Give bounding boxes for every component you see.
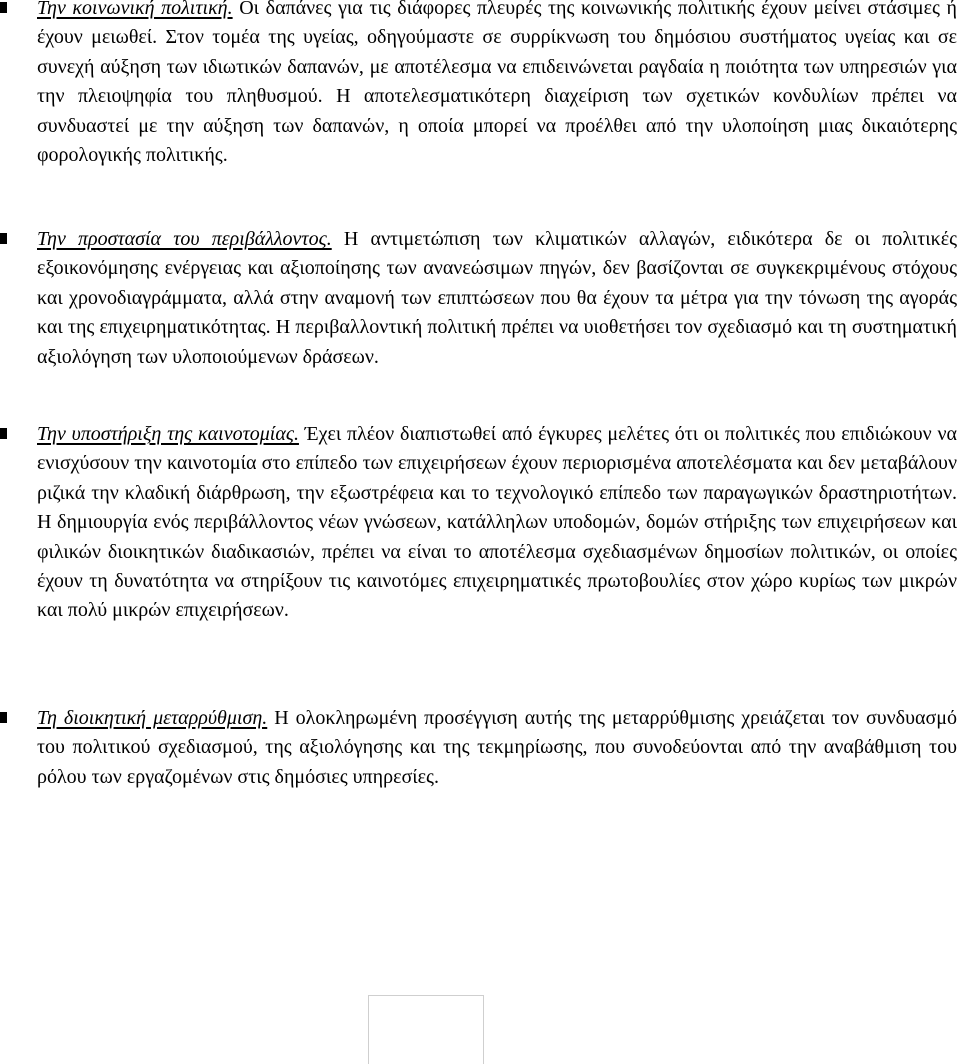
- bullet-lead-text: Την προστασία του περιβάλλοντος.: [37, 228, 332, 250]
- bullet-body-text: Έχει πλέον διαπιστωθεί από έγκυρες μελέτες ότι οι πολιτικές που επιδιώκουν να ενισχύσουν την καινοτομία στο επίπεδο των επιχειρήσεων έχουν περιορισμένα αποτελέσματα και δεν μεταβάλουν ριζικά την κλαδική διάρθρωση, την εξωστρέφεια και το τεχνολογικό επίπεδο των παραγωγικών δραστηριοτήτων. Η δημιουργία ενός περιβάλλοντος νέων γνώσεων, κατάλληλων υποδομών, δομών στήριξης των επιχειρήσεων και φιλικών διοικητικών διαδικασιών, πρέπει να είναι το αποτέλεσμα σχεδιασμένων δημοσίων πολιτικών, οι οποίες έχουν τη δυνατότητα να στηρίξουν τις καινοτόμες επιχειρηματικές πρωτοβουλίες στον χώρο κυρίως των μικρών και πολύ μικρών επιχειρήσεων.: [37, 423, 957, 622]
- square-bullet-icon: [0, 712, 7, 723]
- square-bullet-icon: [0, 428, 7, 439]
- bullet-item-environment: [37, 225, 957, 372]
- bullet-lead-text: Τη διοικητική μεταρρύθμιση.: [37, 707, 268, 729]
- page-number-box: [368, 995, 484, 1064]
- bullet-lead-text: Την υποστήριξη της καινοτομίας.: [37, 423, 299, 445]
- square-bullet-icon: [0, 233, 7, 244]
- bullet-item-social-policy: [37, 0, 957, 170]
- square-bullet-icon: [0, 2, 7, 13]
- bullet-lead-text: Την κοινωνική πολιτική.: [37, 0, 233, 19]
- bullet-body-text: Οι δαπάνες για τις διάφορες πλευρές της κοινωνικής πολιτικής έχουν μείνει στάσιμες ή έχουν μειωθεί. Στον τομέα της υγείας, οδηγούμαστε σε συρρίκνωση του δημόσιου συστήματος υγείας και σε συνεχή αύξηση των ιδιωτικών δαπανών, με αποτέλεσμα να επιδεινώνεται ραγδαία η ποιότητα των υπηρεσιών για την πλειοψηφία του πληθυσμού. Η αποτελεσματικότερη διαχείριση των σχετικών κονδυλίων πρέπει να συνδυαστεί με την αύξηση των δαπανών, η οποία μπορεί να προέλθει από την υλοποίηση μιας δικαιότερης φορολογικής πολιτικής.: [37, 0, 958, 167]
- bullet-body-text: Η ολοκληρωμένη προσέγγιση αυτής της μεταρρύθμισης χρειάζεται τον συνδυασμό του πολιτικού σχεδιασμού, της αξιολόγησης και της τεκμηρίωσης, που συνοδεύονται από την αναβάθμιση του ρόλου των εργαζομένων στις δημόσιες υπηρεσίες.: [37, 707, 957, 788]
- bullet-item-administrative-reform: [37, 704, 957, 792]
- bullet-body-text: Η αντιμετώπιση των κλιματικών αλλαγών, ειδικότερα δε οι πολιτικές εξοικονόμησης ενέργειας και αξιοποίησης των ανανεώσιμων πηγών, δεν βασίζονται σε συγκεκριμένους στόχους και χρονοδιαγράμματα, αλλά στην αναμονή των επιπτώσεων που θα έχουν τα μέτρα για την τόνωση της αγοράς και της επιχειρηματικότητας. Η περιβαλλοντική πολιτική πρέπει να υιοθετήσει τον σχεδιασμό και τη συστηματική αξιολόγηση των υλοποιούμενων δράσεων.: [37, 228, 958, 368]
- bullet-item-innovation: [37, 420, 957, 626]
